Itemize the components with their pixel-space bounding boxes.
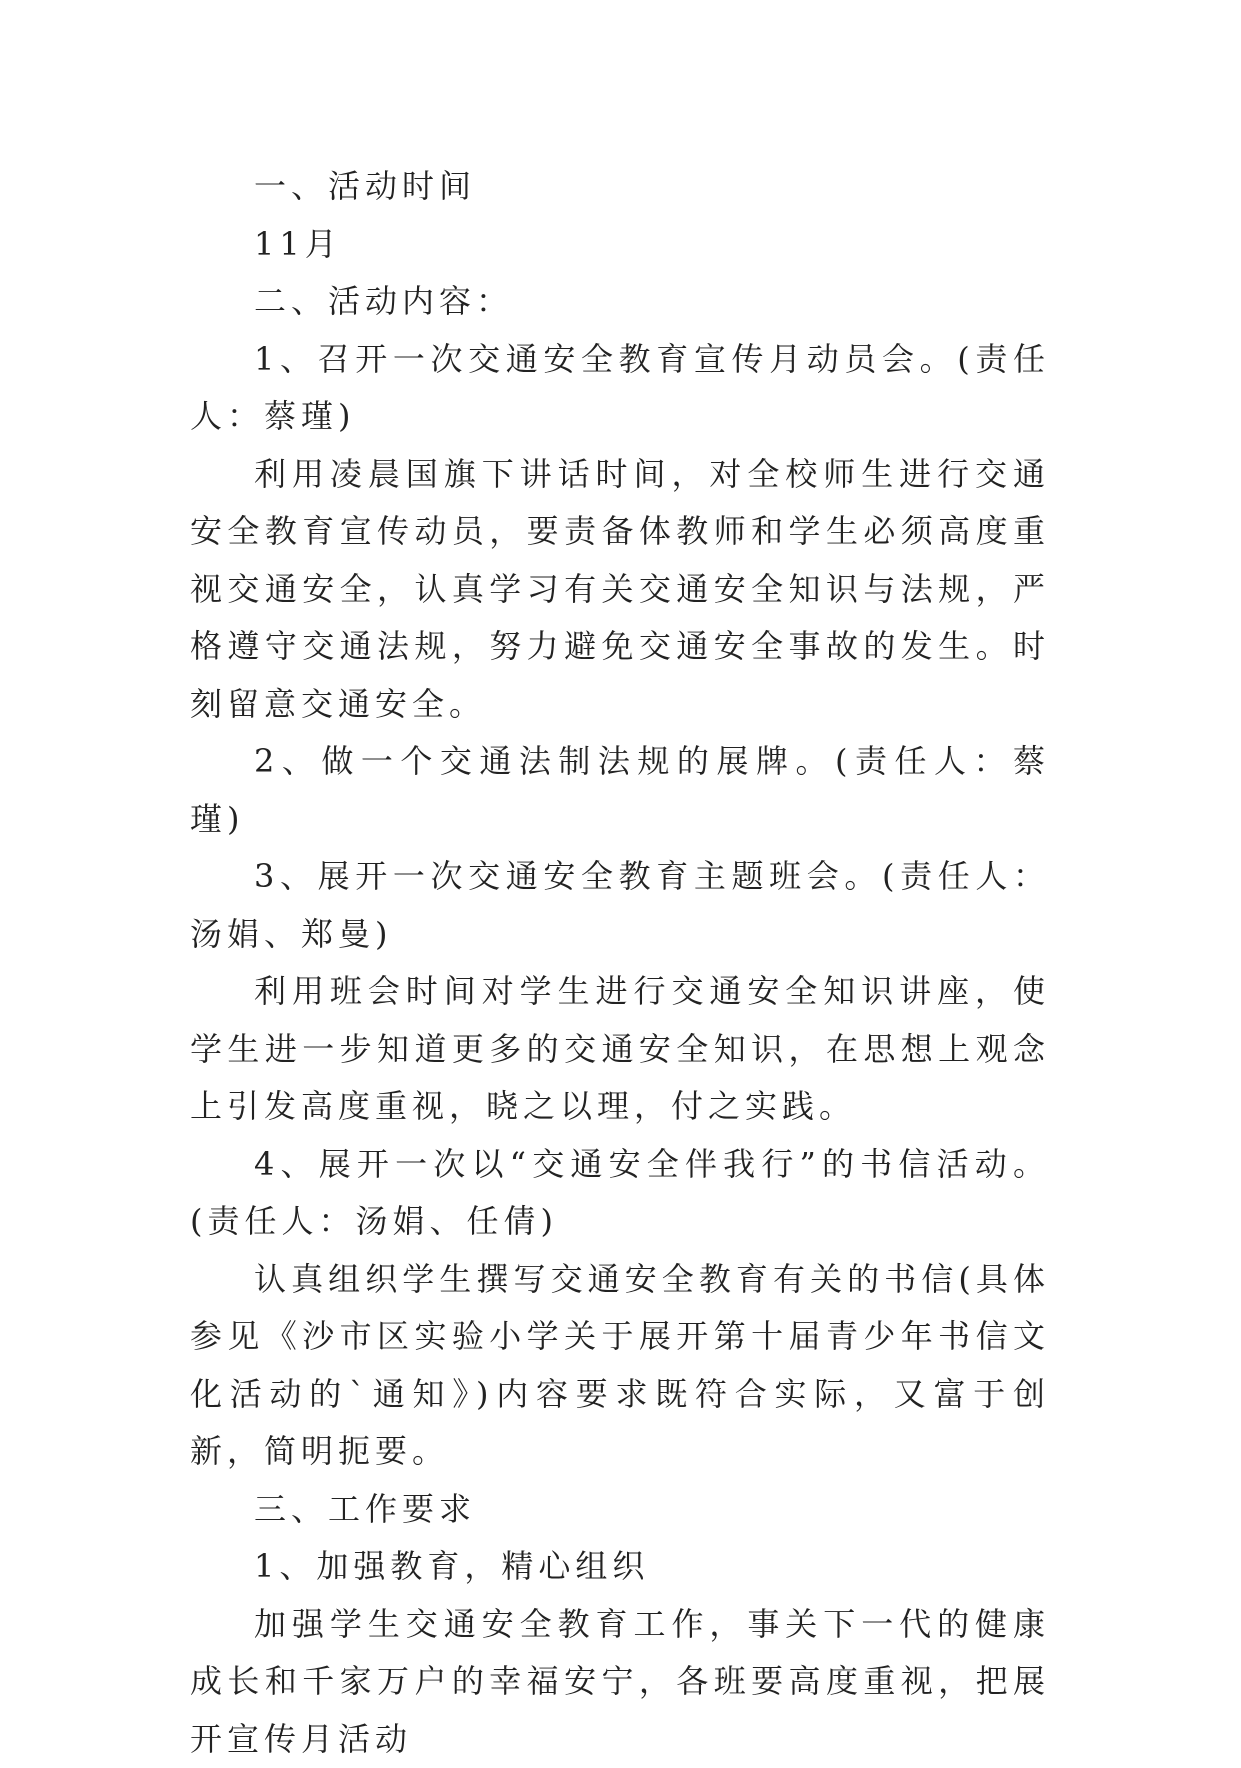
item-4-body: 认真组织学生撰写交通安全教育有关的书信(具体参见《沙市区实验小学关于展开第十届青少年书信文化活动的`通知》)内容要求既符合实际，又富于创新，简明扼要。 [190,1251,1050,1481]
item-3-body: 利用班会时间对学生进行交通安全知识讲座，使学生进一步知道更多的交通安全知识，在思想上观念上引发高度重视，晓之以理，付之实践。 [190,963,1050,1136]
item-1-heading: 1、召开一次交通安全教育宣传月动员会。(责任人：蔡瑾) [190,331,1050,446]
requirement-1-body: 加强学生交通安全教育工作，事关下一代的健康成长和千家万户的幸福安宁，各班要高度重视，把展开宣传月活动 [190,1596,1050,1768]
item-3-heading: 3、展开一次交通安全教育主题班会。(责任人：汤娟、郑曼) [190,848,1050,963]
section-heading-content: 二、活动内容： [190,273,1050,331]
time-value: 11月 [190,216,1050,274]
section-heading-time: 一、活动时间 [190,158,1050,216]
item-2-heading: 2、做一个交通法制法规的展牌。(责任人：蔡瑾) [190,733,1050,848]
item-1-body: 利用凌晨国旗下讲话时间，对全校师生进行交通安全教育宣传动员，要责备体教师和学生必须高度重视交通安全，认真学习有关交通安全知识与法规，严格遵守交通法规，努力避免交通安全事故的发生。时刻留意交通安全。 [190,446,1050,734]
document-body [190,158,1050,1768]
section-heading-requirements: 三、工作要求 [190,1481,1050,1539]
requirement-1-heading: 1、加强教育，精心组织 [190,1538,1050,1596]
item-4-heading: 4、展开一次以“交通安全伴我行”的书信活动。(责任人：汤娟、任倩) [190,1136,1050,1251]
